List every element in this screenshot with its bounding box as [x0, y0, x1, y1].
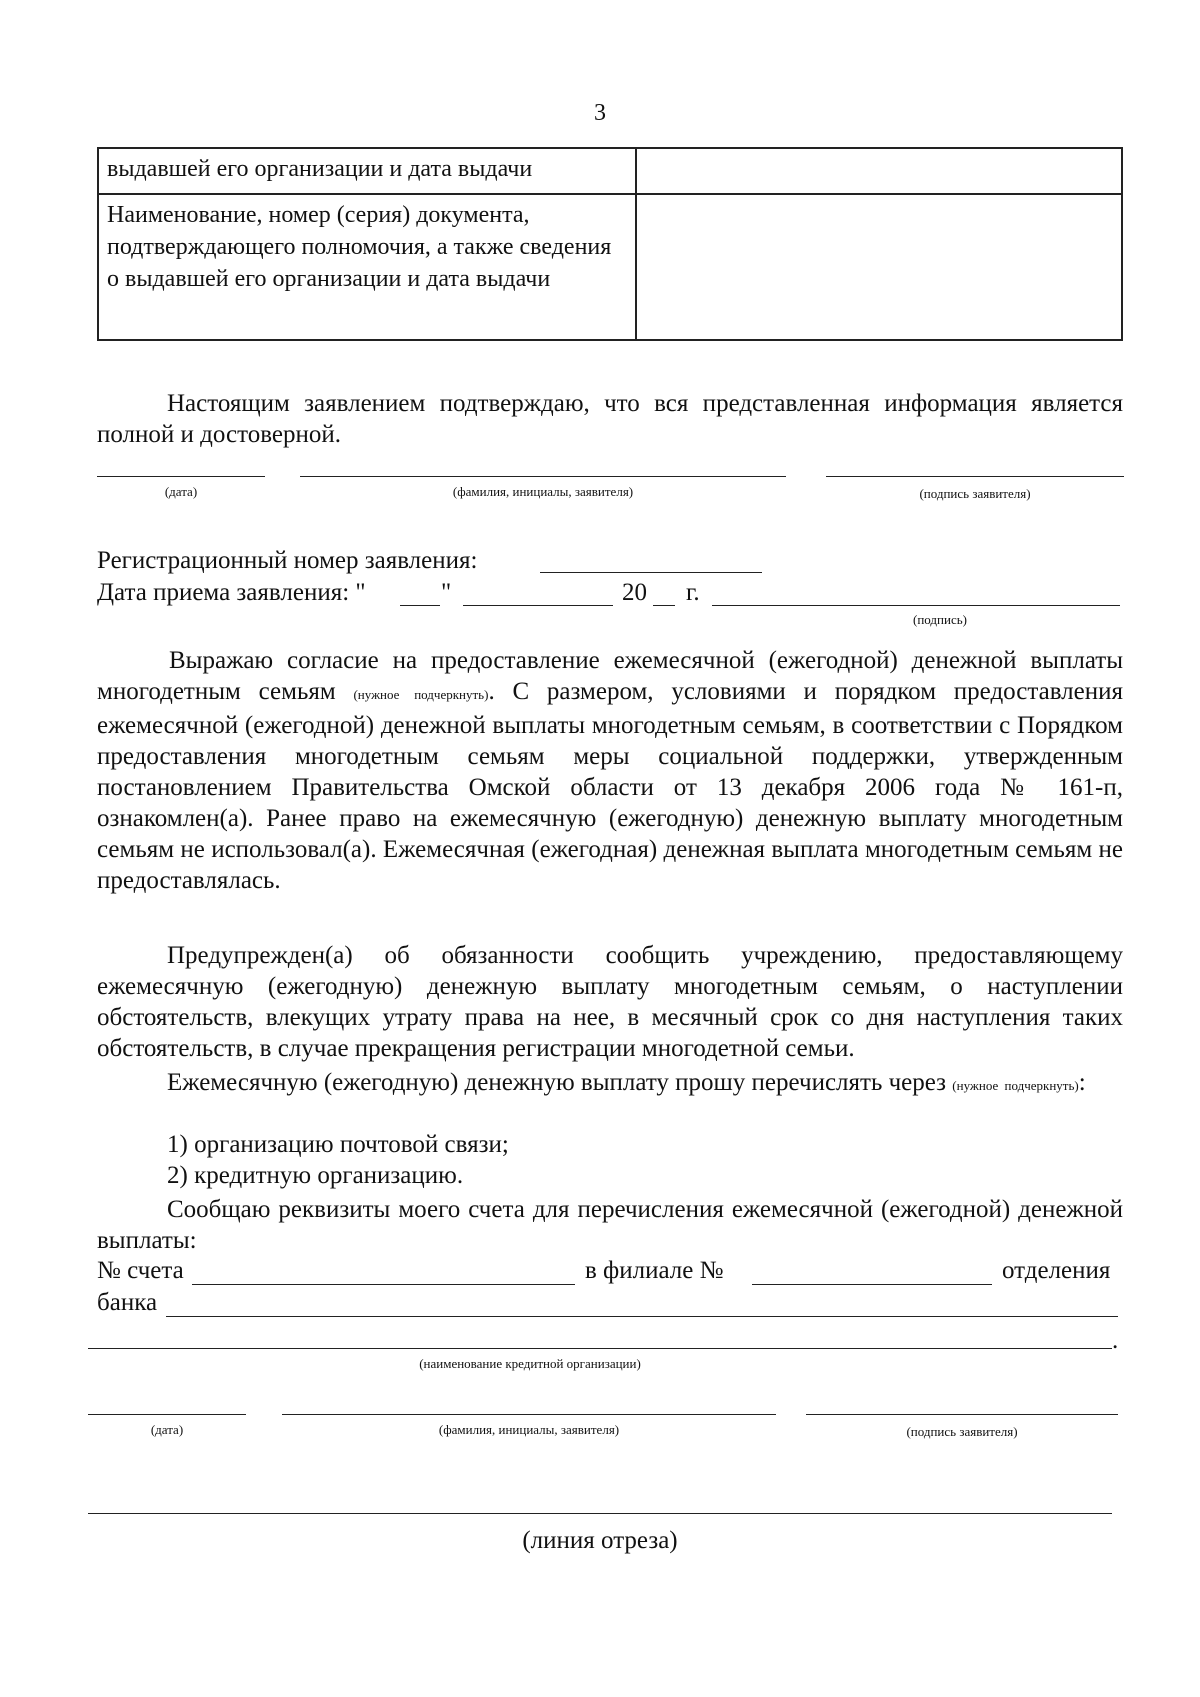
- bank-label: банка: [97, 1289, 158, 1316]
- signature-caption: (подпись заявителя): [906, 1424, 1018, 1439]
- name-caption: (фамилия, инициалы, заявителя): [438, 1422, 620, 1437]
- year-suffix: г.: [686, 579, 700, 606]
- table-cell-label: выдавшей его организации и дата выдачи: [98, 148, 636, 194]
- branch-label: в филиале №: [585, 1257, 724, 1284]
- table-row: [98, 194, 1122, 340]
- signature-line: [826, 476, 1124, 477]
- date-line: [97, 476, 265, 477]
- table-cell-value: [636, 148, 1122, 194]
- date-line: [88, 1414, 246, 1415]
- credit-organization-line: [88, 1348, 1112, 1349]
- payment-note-b: подчеркнуть): [1004, 1078, 1079, 1093]
- cut-line-label: (линия отреза): [522, 1527, 678, 1554]
- year-line: [653, 605, 675, 606]
- info-table: [97, 147, 1123, 341]
- year-prefix: 20: [622, 579, 647, 606]
- name-line: [282, 1414, 776, 1415]
- signature-caption: (подпись заявителя): [919, 486, 1031, 501]
- consent-paragraph: [97, 645, 1123, 896]
- quote-close: ": [441, 579, 452, 606]
- credit-organization-caption: (наименование кредитной организации): [419, 1356, 641, 1371]
- date-caption: (дата): [150, 1422, 184, 1437]
- account-number-label: № счета: [97, 1257, 184, 1284]
- cut-line: [88, 1513, 1112, 1514]
- payment-note-a: (нужное: [952, 1078, 999, 1093]
- account-number-line: [192, 1284, 575, 1285]
- option-credit: 2) кредитную организацию.: [167, 1162, 464, 1189]
- registration-number-label: Регистрационный номер заявления:: [97, 547, 478, 574]
- payment-method-paragraph: [97, 1067, 1123, 1101]
- period-mark: .: [1112, 1327, 1119, 1354]
- confirmation-paragraph: Настоящим заявлением подтверждаю, что вся представленная информация является полной и достоверной.: [97, 390, 1123, 448]
- consent-text-a: Выражаю согласие на предоставление ежемесячной (ежегодной) денежной выплаты многодетным семьям: [97, 647, 1123, 705]
- table-row: [98, 148, 1122, 194]
- payment-method-text: Ежемесячную (ежегодную) денежную выплату прошу перечислять через: [167, 1069, 947, 1096]
- obligation-paragraph: Предупрежден(а) об обязанности сообщить учреждению, предоставляющему ежемесячную (ежегодную) денежную выплату многодетным семьям, о наступлении обстоятельств, влекущих утрату права на нее, в месячный срок со дня наступления таких обстоятельств, в случае прекращения регистрации многодетной семьи.: [97, 942, 1123, 1062]
- table-cell-label: Наименование, номер (серия) документа, подтверждающего полномочия, а также сведения о выдавшей его организации и дата выдачи: [98, 194, 636, 340]
- branch-number-line: [752, 1284, 992, 1285]
- page-number: 3: [594, 100, 606, 126]
- month-line: [463, 605, 613, 606]
- account-details-paragraph: Сообщаю реквизиты моего счета для перечисления ежемесячной (ежегодной) денежной выплаты:: [97, 1196, 1123, 1254]
- date-caption: (дата): [164, 484, 198, 499]
- consent-text-b: . С размером, условиями и порядком предоставления ежемесячной (ежегодной) денежной выплаты многодетным семьям, в соответствии с Порядком предоставления многодетным семьям меры социальной поддержки, утвержденным постановлением Правительства Омской области от 13 декабря 2006 года № 161-п, ознакомлен(а). Ранее право на ежемесячную (ежегодную) денежную выплату многодетным семьям не использовал(а). Ежемесячная (ежегодная) денежная выплата многодетным семьям не предоставлялась.: [97, 678, 1124, 894]
- signature-line: [806, 1414, 1118, 1415]
- receipt-date-label: Дата приема заявления: ": [97, 579, 366, 606]
- table-cell-value: [636, 194, 1122, 340]
- receiver-signature-line: [712, 605, 1120, 606]
- receiver-signature-caption: (подпись): [913, 612, 967, 627]
- name-caption: (фамилия, инициалы, заявителя): [452, 484, 634, 499]
- department-label: отделения: [1002, 1257, 1111, 1284]
- consent-note: (нужное подчеркнуть): [353, 687, 489, 702]
- day-line: [400, 605, 440, 606]
- payment-colon: :: [1078, 1069, 1086, 1096]
- bank-line: [166, 1316, 1118, 1317]
- option-postal: 1) организацию почтовой связи;: [167, 1131, 509, 1158]
- registration-number-line: [540, 572, 762, 573]
- name-line: [300, 476, 786, 477]
